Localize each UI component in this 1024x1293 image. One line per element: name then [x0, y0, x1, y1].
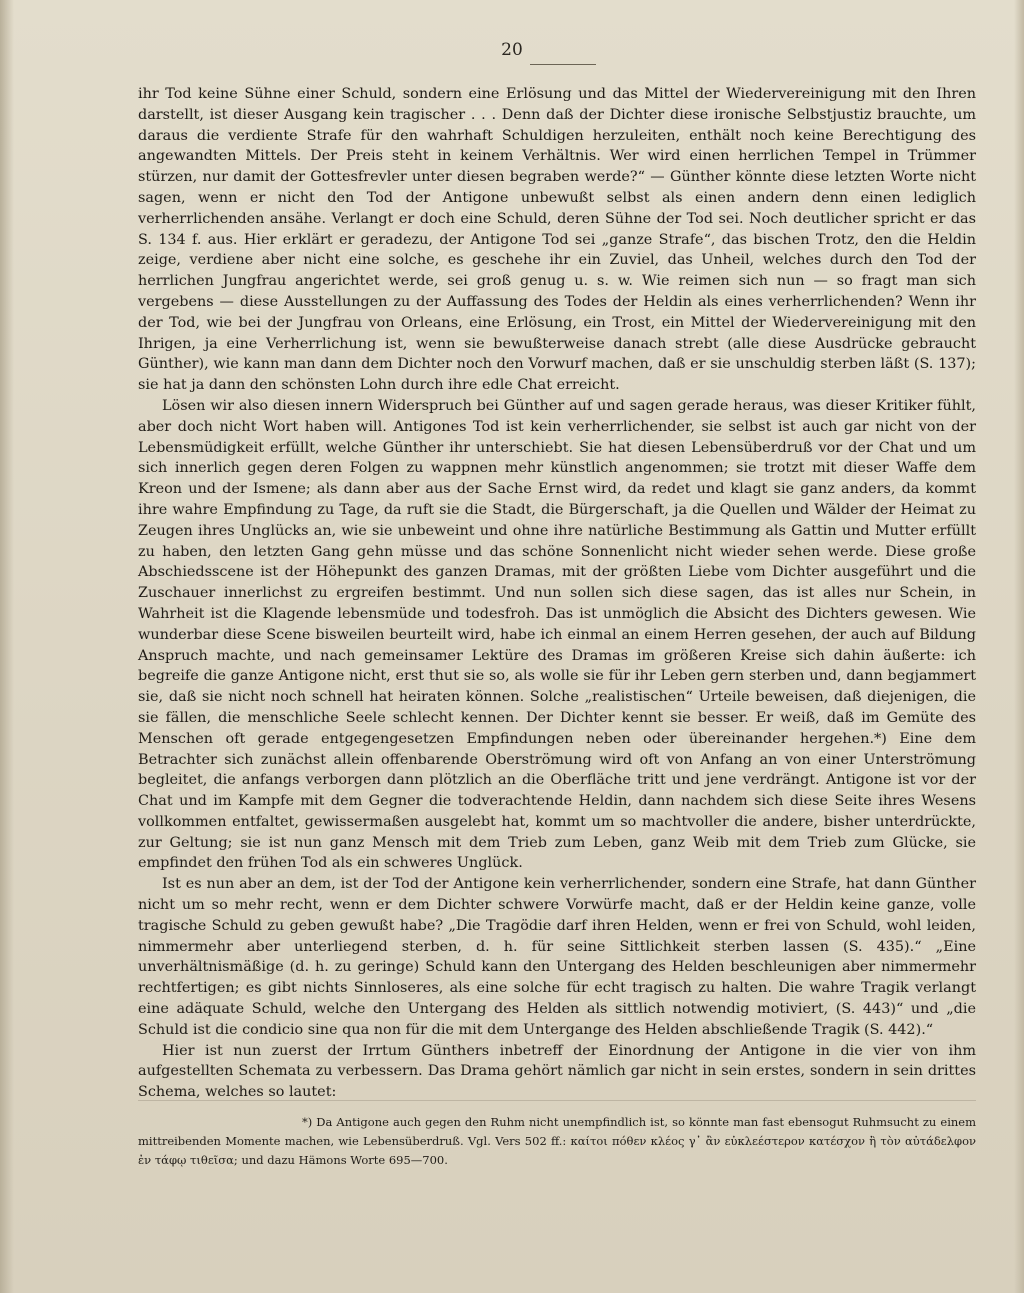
page-number: 20	[501, 40, 523, 60]
body-text	[138, 84, 976, 1103]
paragraph-1: ihr Tod keine Sühne einer Schuld, sondern eine Erlösung und das Mittel der Wiedervereinigung mit den Ihren darstellt, ist dieser Ausgang kein tragischer . . . Denn daß der Dichter diese ironische Selbstjustiz brauchte, um daraus die verdiente Strafe für den wahrhaft Schuldigen herzuleiten, enthält noch keine Berechtigung des angewandten Mittels. Der Preis steht in keinem Verhältnis. Wer wird einen herrlichen Tempel in Trümmer stürzen, nur damit der Gottesfrevler unter diesen begraben werde?“ — Günther könnte diese letzten Worte nicht sagen, wenn er nicht den Tod der Antigone unbewußt selbst als einen andern denn einen lediglich verherrlichenden ansähe. Verlangt er doch eine Schuld, deren Sühne der Tod sei. Noch deutlicher spricht er das S. 134 f. aus. Hier erklärt er geradezu, der Antigone Tod sei „ganze Strafe“, das bischen Trotz, den die Heldin zeige, verdiene aber nicht eine solche, es geschehe ihr ein Zuviel, das Unheil, welches durch den Tod der herrlichen Jungfrau angerichtet werde, sei groß genug u. s. w. Wie reimen sich nun — so fragt man sich vergebens — diese Ausstellungen zu der Auffassung des Todes der Heldin als eines verherrlichenden? Wenn ihr der Tod, wie bei der Jungfrau von Orleans, eine Erlösung, ein Trost, ein Mittel der Wiedervereinigung mit den Ihrigen, ja eine Verherrlichung ist, wenn sie bewußterweise danach strebt (alle diese Ausdrücke gebraucht Günther), wie kann man dann dem Dichter noch den Vorwurf machen, daß er sie unschuldig sterben läßt (S. 137); sie hat ja dann den schönsten Lohn durch ihre edle Chat erreicht.	[138, 86, 976, 394]
footnote: *) Da Antigone auch gegen den Ruhm nicht unempfindlich ist, so könnte man fast ebensogut Ruhmsucht zu einem mittreibenden Momente machen, wie Lebensüberdruß. Vgl. Vers 502 ff.: καίτοι πόθεν κλέος γ᾽ ἂν εὐκλεέστερον κατέσχον ἢ τὸν αὐτάδελφον ἐν τάφῳ τιθεῖσα; und dazu Hämons Worte 695—700.	[138, 1115, 976, 1167]
paragraph-2: Lösen wir also diesen innern Widerspruch bei Günther auf und sagen gerade heraus, was dieser Kritiker fühlt, aber doch nicht Wort haben will. Antigones Tod ist kein verherrlichender, sie selbst ist auch gar nicht von der Lebensmüdigkeit erfüllt, welche Günther ihr unterschiebt. Sie hat diesen Lebensüberdruß vor der Chat und um sich innerlich gegen deren Folgen zu wappnen mehr künstlich angenommen; sie trotzt mit dieser Waffe dem Kreon und der Ismene; als dann aber aus der Sache Ernst wird, da redet und klagt sie ganz anders, da kommt ihre wahre Empfindung zu Tage, da ruft sie die Stadt, die Bürgerschaft, ja die Quellen und Wälder der Heimat zu Zeugen ihres Unglücks an, wie sie unbeweint und ohne ihre natürliche Bestimmung als Gattin und Mutter erfüllt zu haben, den letzten Gang gehn müsse und das schöne Sonnenlicht nicht wieder sehen werde. Diese große Abschiedsscene ist der Höhepunkt des ganzen Dramas, mit der größten Liebe vom Dichter ausgeführt und die Zuschauer innerlichst zu ergreifen bestimmt. Und nun sollen sich diese sagen, das ist alles nur Schein, in Wahrheit ist die Klagende lebensmüde und todesfroh. Das ist unmöglich die Absicht des Dichters gewesen. Wie wunderbar diese Scene bisweilen beurteilt wird, habe ich einmal an einem Herren gesehen, der auch auf Bildung Anspruch machte, und nach gemeinsamer Lektüre des Dramas im größeren Kreise sich dahin äußerte: ich begreife die ganze Antigone nicht, erst thut sie so, als wolle sie für ihr Leben gern sterben und, dann begjammert sie, daß sie nicht noch schnell hat heiraten können. Solche „realistischen“ Urteile beweisen, daß diejenigen, die sie fällen, die menschliche Seele schlecht kennen. Der Dichter kennt sie besser. Er weiß, daß im Gemüte des Menschen oft gerade entgegengesetzen Empfindungen neben oder übereinander hergehen.*) Eine dem Betrachter sich zunächst allein offenbarende Oberströmung wird oft von Anfang an von einer Unterströmung begleitet, die anfangs verborgen dann plötzlich an die Oberfläche tritt und jene verdrängt. Antigone ist vor der Chat und im Kampfe mit dem Gegner die todverachtende Heldin, dann nachdem sich diese Seite ihres Wesens vollkommen entfaltet, gewissermaßen ausgelebt hat, kommt um so machtvoller die andere, bisher unterdrückte, zur Geltung; sie ist nun ganz Mensch mit dem Trieb zum Leben, ganz Weib mit dem Trieb zum Glücke, sie empfindet den frühen Tod als ein schweres Unglück.	[138, 397, 976, 872]
paragraph-4: Hier ist nun zuerst der Irrtum Günthers inbetreff der Einordnung der Antigone in die vier von ihm aufgestellten Schemata zu verbessern. Das Drama gehört nämlich gar nicht in sein erstes, sondern in sein drittes Schema, welches so lautet:	[138, 1042, 976, 1101]
footnote-divider	[138, 1100, 976, 1101]
paragraph-3: Ist es nun aber an dem, ist der Tod der Antigone kein verherrlichender, sondern eine Strafe, hat dann Günther nicht um so mehr recht, wenn er dem Dichter schwere Vorwürfe macht, daß er der Heldin keine ganze, volle tragische Schuld zu geben gewußt habe? „Die Tragödie darf ihren Helden, wenn er frei von Schuld, wohl leiden, nimmermehr aber unterliegend sterben, d. h. für seine Sittlichkeit sterben lassen (S. 435).“ „Eine unverhältnismäßige (d. h. zu geringe) Schuld kann den Untergang des Helden beschleunigen aber nimmermehr rechtfertigen; es gibt nichts Sinnloseres, als eine solche für echt tragisch zu halten. Die wahre Tragik verlangt eine adäquate Schuld, welche den Untergang des Helden als sittlich notwendig motiviert, (S. 443)“ und „die Schuld ist die condicio sine qua non für die mit dem Untergange des Helden abschließende Tragik (S. 442).“	[138, 876, 976, 1038]
header-rule	[530, 64, 596, 65]
